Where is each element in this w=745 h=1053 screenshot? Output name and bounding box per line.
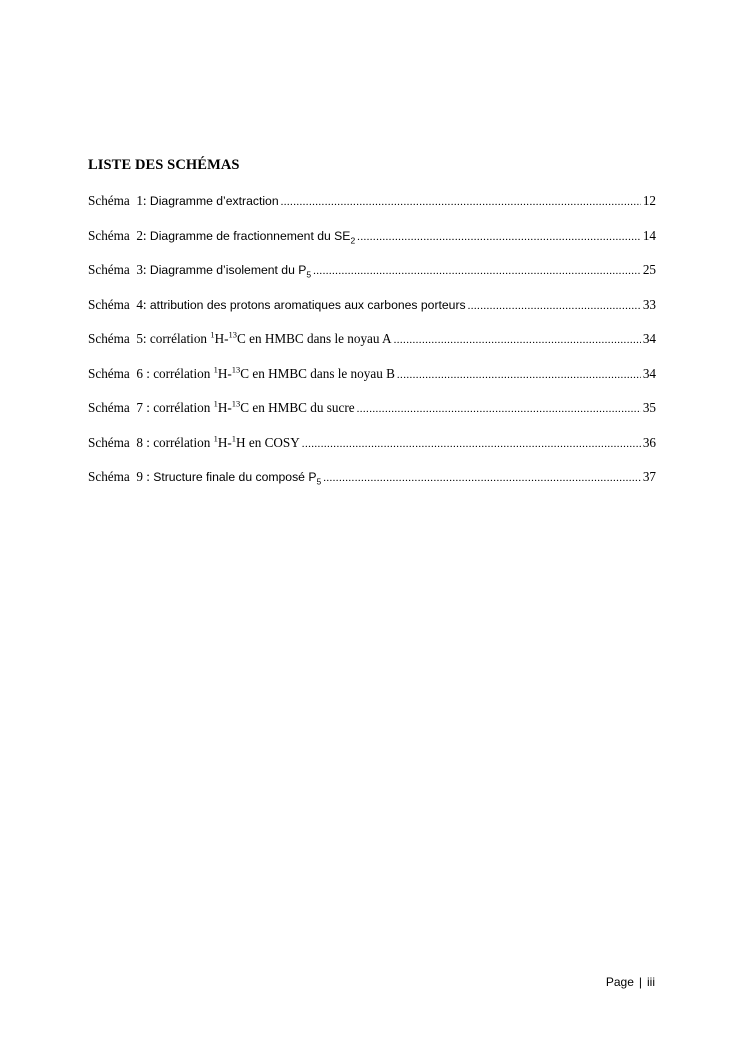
schema-entry[interactable] <box>88 193 656 228</box>
schema-entry-title <box>153 400 354 416</box>
schema-entry-title <box>149 263 312 280</box>
dot-leader <box>357 403 641 415</box>
superscript: 1 <box>213 364 218 375</box>
title-text: H- <box>217 434 232 450</box>
title-text: H- <box>214 331 229 346</box>
schema-entry-page: 37 <box>642 469 656 484</box>
schema-entry[interactable] <box>88 366 656 401</box>
schema-entry-page: 34 <box>642 331 656 346</box>
schema-entry[interactable] <box>88 435 656 470</box>
dot-leader <box>394 334 641 346</box>
schema-entry-page: 12 <box>642 193 656 208</box>
subscript: 5 <box>306 269 312 280</box>
schema-entry-label: Schéma 2: <box>88 227 150 243</box>
title-text: corrélation <box>153 434 214 450</box>
superscript: 13 <box>228 329 237 340</box>
schema-entry-label: Schéma 6 : <box>88 365 154 381</box>
title-text: C en HMBC dans le noyau B <box>240 365 395 381</box>
title-text: H- <box>217 400 232 415</box>
schema-entry[interactable] <box>88 297 656 332</box>
schema-entry-title <box>153 366 395 382</box>
dot-leader <box>323 472 641 484</box>
page-footer <box>606 975 655 989</box>
schema-entry-label: Schéma 9 : <box>88 469 154 484</box>
schema-entry-label: Schéma 4: <box>88 296 150 312</box>
dot-leader <box>281 196 641 208</box>
superscript: 1 <box>213 433 218 444</box>
schema-entry-page: 34 <box>642 365 656 381</box>
dot-leader <box>357 231 641 243</box>
title-text: H- <box>217 365 232 381</box>
schema-entry-title <box>150 229 355 243</box>
schema-list <box>88 193 656 504</box>
title-text: Diagramme d’extraction <box>149 194 279 208</box>
schema-entry-page: 35 <box>642 400 656 415</box>
title-text: C en HMBC du sucre <box>240 400 355 415</box>
schema-entry-label: Schéma 7 : <box>88 400 154 415</box>
title-text: Structure finale du composé P <box>153 470 317 484</box>
superscript: 1 <box>231 433 237 444</box>
superscript: 13 <box>231 398 241 409</box>
schema-entry-title <box>150 194 279 208</box>
superscript: 1 <box>213 398 218 409</box>
subscript: 2 <box>350 234 356 245</box>
schema-entry-title <box>153 435 300 451</box>
dot-leader <box>397 369 641 381</box>
superscript: 13 <box>231 364 241 375</box>
title-text: corrélation <box>149 331 211 346</box>
schema-entry-label: Schéma 3: <box>88 262 150 277</box>
title-text: C en HMBC dans le noyau A <box>237 331 392 346</box>
dot-leader <box>468 300 641 312</box>
schema-entry-label: Schéma 1: <box>88 193 150 208</box>
schema-entry-page: 36 <box>642 434 656 450</box>
dot-leader <box>313 265 641 277</box>
schema-entry[interactable] <box>88 400 656 435</box>
schema-entry-page: 25 <box>642 262 656 277</box>
schema-entry-label: Schéma 8 : <box>88 434 154 450</box>
schema-entry-page: 33 <box>642 296 656 312</box>
schema-entry[interactable] <box>88 262 656 297</box>
list-heading: LISTE DES SCHÉMAS <box>88 157 240 173</box>
dot-leader <box>302 438 641 450</box>
schema-entry-title <box>150 331 392 347</box>
schema-entry-page: 14 <box>642 227 656 243</box>
title-text: Diagramme de fractionnement du SE <box>149 228 351 243</box>
schema-entry-title <box>150 298 466 312</box>
schema-entry-label: Schéma 5: <box>88 331 150 346</box>
title-text: H en COSY <box>236 434 300 450</box>
schema-entry[interactable] <box>88 469 656 504</box>
footer-page-label: Page <box>605 975 634 989</box>
superscript: 1 <box>210 329 215 340</box>
subscript: 5 <box>316 476 322 487</box>
title-text: corrélation <box>153 400 214 415</box>
title-text: attribution des protons aromatiques aux carbones porteurs <box>149 297 466 312</box>
title-text: corrélation <box>153 365 214 381</box>
footer-page-number: iii <box>647 975 655 989</box>
footer-separator: | <box>638 975 642 989</box>
schema-entry-title <box>153 470 322 487</box>
schema-entry[interactable] <box>88 228 656 263</box>
title-text: Diagramme d’isolement du P <box>149 263 307 277</box>
schema-entry[interactable] <box>88 331 656 366</box>
